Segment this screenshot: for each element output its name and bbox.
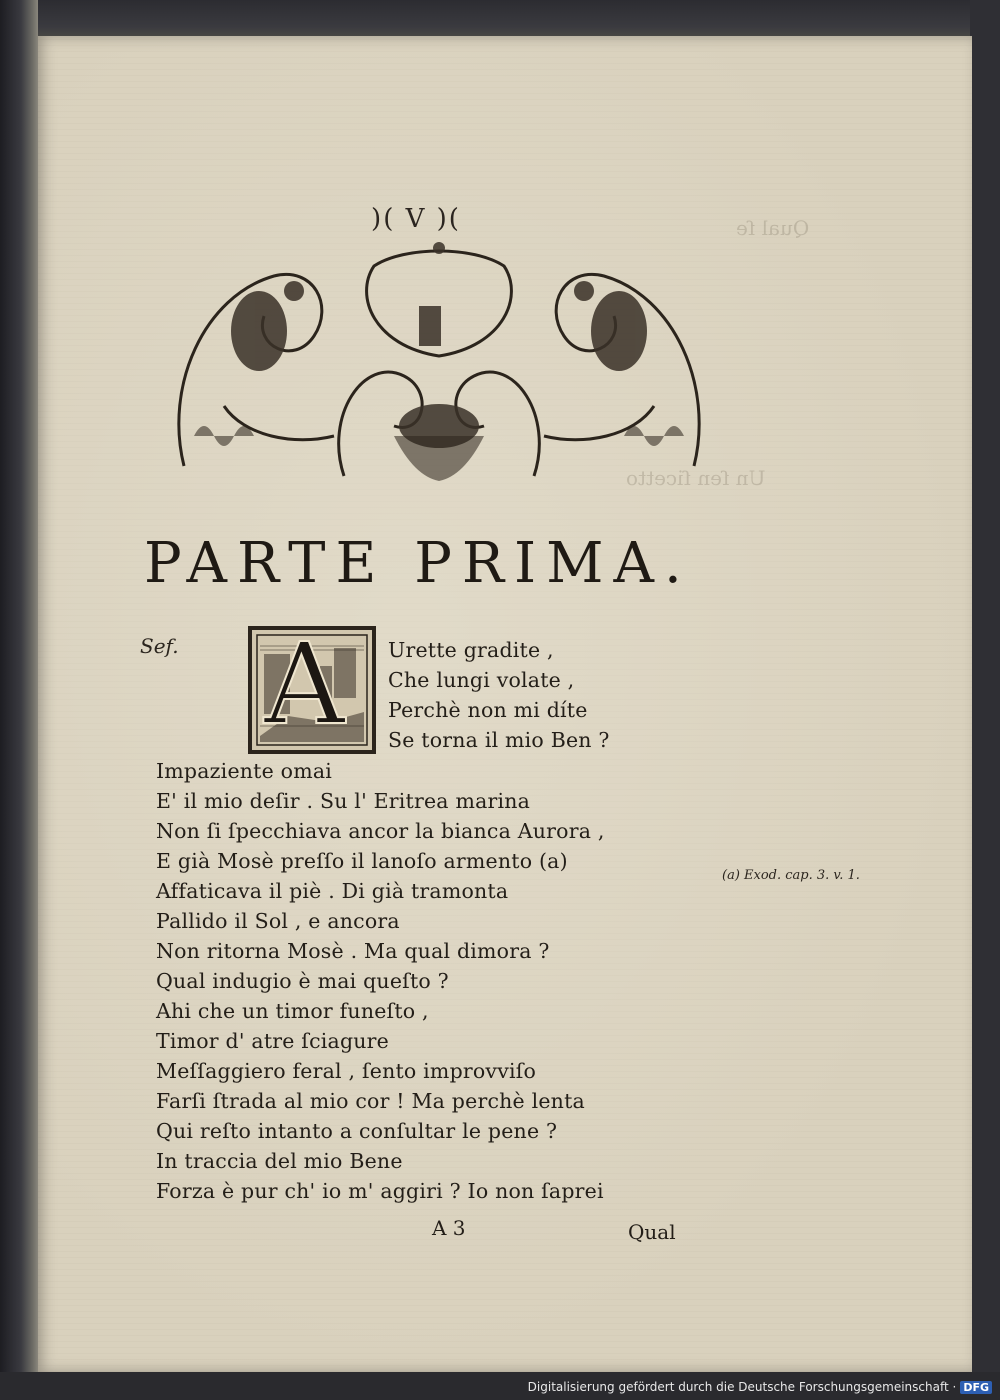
speaker-label: Sef. xyxy=(140,634,179,658)
show-through-text: Qual ſe xyxy=(736,216,810,240)
verse-line: E' il mio deſir . Su l' Eritrea marina xyxy=(156,789,531,813)
verse-line: Timor d' atre ſciagure xyxy=(156,1029,390,1053)
verse-line: Impaziente omai xyxy=(156,759,333,783)
verse-line: Urette gradite , xyxy=(388,638,554,662)
woodcut-headpiece xyxy=(164,236,714,488)
credit-text: Digitalisierung gefördert durch die Deutsche Forschungsgemeinschaft · xyxy=(527,1380,957,1394)
digitization-credit xyxy=(528,1380,992,1394)
verse-line: Affaticava il piè . Di già tramonta xyxy=(156,879,509,903)
verse-line: In traccia del mio Bene xyxy=(156,1149,403,1173)
scanner-frame-right xyxy=(970,0,1000,1372)
signature-mark: A 3 xyxy=(432,1216,466,1240)
verse-line: Non ritorna Mosè . Ma qual dimora ? xyxy=(156,939,550,963)
decorated-initial xyxy=(248,620,376,754)
verse-line: Pallido il Sol , e ancora xyxy=(156,909,400,933)
verse-line: Ahi che un timor funeſto , xyxy=(156,999,429,1023)
verse-line: Se torna il mio Ben ? xyxy=(388,728,610,752)
scanner-frame-top xyxy=(0,0,1000,38)
verse-line: Qual indugio è mai queſto ? xyxy=(156,969,449,993)
footnote: (a) Exod. cap. 3. v. 1. xyxy=(722,868,860,883)
verse-line: Non ſi ſpecchiava ancor la bianca Aurora , xyxy=(156,819,605,843)
verse-line: Meſſaggiero feral , ſento improvviſo xyxy=(156,1059,537,1083)
page-header-ornament: )( V )( xyxy=(371,204,461,234)
page-title: PARTE PRIMA. xyxy=(144,531,692,596)
verse-line: Qui reſto intanto a conſultar le pene ? xyxy=(156,1119,558,1143)
verse-line: Farſi ſtrada al mio cor ! Ma perchè lenta xyxy=(156,1089,585,1113)
catchword: Qual xyxy=(628,1220,676,1244)
show-through-text: Un ſen ſicetto xyxy=(626,466,766,490)
initial-letter: A xyxy=(264,620,345,750)
book-gutter xyxy=(0,0,38,1372)
book-page xyxy=(36,36,972,1372)
verse-line: Che lungi volate , xyxy=(388,668,575,692)
dfg-logo: DFG xyxy=(960,1381,992,1394)
verse-line: E già Mosè preſſo il lanoſo armento (a) xyxy=(156,849,568,873)
verse-line: Perchè non mi díte xyxy=(388,698,588,722)
verse-line: Forza è pur ch' io m' aggiri ? Io non ſaprei xyxy=(156,1179,604,1203)
